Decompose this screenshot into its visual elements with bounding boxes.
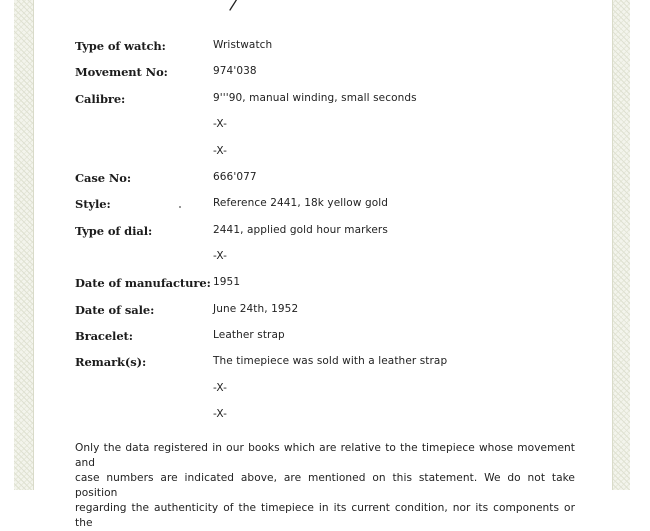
field-row-calibre <box>0 92 650 112</box>
field-label: Calibre: <box>75 92 126 106</box>
field-value: -X- <box>213 145 228 157</box>
field-value: Reference 2441, 18k yellow gold <box>213 197 389 209</box>
scan-speck <box>179 206 181 208</box>
field-label: Date of manufacture: <box>75 276 211 290</box>
field-value: Wristwatch <box>213 39 273 51</box>
disclaimer-line: case numbers are indicated above, are mentioned on this statement. We do not take position <box>75 472 575 499</box>
disclaimer-line: Only the data registered in our books which are relative to the timepiece whose movement and <box>75 442 575 469</box>
field-label: Type of dial: <box>75 224 153 238</box>
signature-stroke <box>222 0 242 12</box>
field-row-remarks-extra-1 <box>0 382 650 402</box>
field-value: 974'038 <box>213 65 257 77</box>
field-row-calibre-extra-2 <box>0 145 650 165</box>
field-row-dial-extra <box>0 250 650 270</box>
field-value: 2441, applied gold hour markers <box>213 224 388 236</box>
field-value: Leather strap <box>213 329 285 341</box>
disclaimer-paragraph <box>75 441 575 531</box>
field-label: Bracelet: <box>75 329 133 343</box>
field-row-remarks <box>0 355 650 375</box>
field-row-date-of-manufacture <box>0 276 650 296</box>
field-label: Case No: <box>75 171 132 185</box>
field-value: -X- <box>213 250 228 262</box>
field-value: -X- <box>213 408 228 420</box>
field-label: Style: <box>75 197 111 211</box>
field-row-bracelet <box>0 329 650 349</box>
field-value: 1951 <box>213 276 241 288</box>
field-value: 666'077 <box>213 171 257 183</box>
field-row-type-of-watch <box>0 39 650 59</box>
field-label: Type of watch: <box>75 39 166 53</box>
field-value: -X- <box>213 382 228 394</box>
field-row-case-no <box>0 171 650 191</box>
field-label: Remark(s): <box>75 355 147 369</box>
field-value: The timepiece was sold with a leather strap <box>213 355 448 367</box>
field-value: June 24th, 1952 <box>213 303 299 315</box>
field-row-movement-no <box>0 65 650 85</box>
field-row-date-of-sale <box>0 303 650 323</box>
field-label: Movement No: <box>75 65 168 79</box>
field-label: Date of sale: <box>75 303 155 317</box>
field-value: 9'''90, manual winding, small seconds <box>213 92 417 104</box>
field-value: -X- <box>213 118 228 130</box>
field-row-style <box>0 197 650 217</box>
field-row-type-of-dial <box>0 224 650 244</box>
field-row-calibre-extra-1 <box>0 118 650 138</box>
disclaimer-line: regarding the authenticity of the timepiece in its current condition, nor its components or the <box>75 502 575 529</box>
field-row-remarks-extra-2 <box>0 408 650 428</box>
